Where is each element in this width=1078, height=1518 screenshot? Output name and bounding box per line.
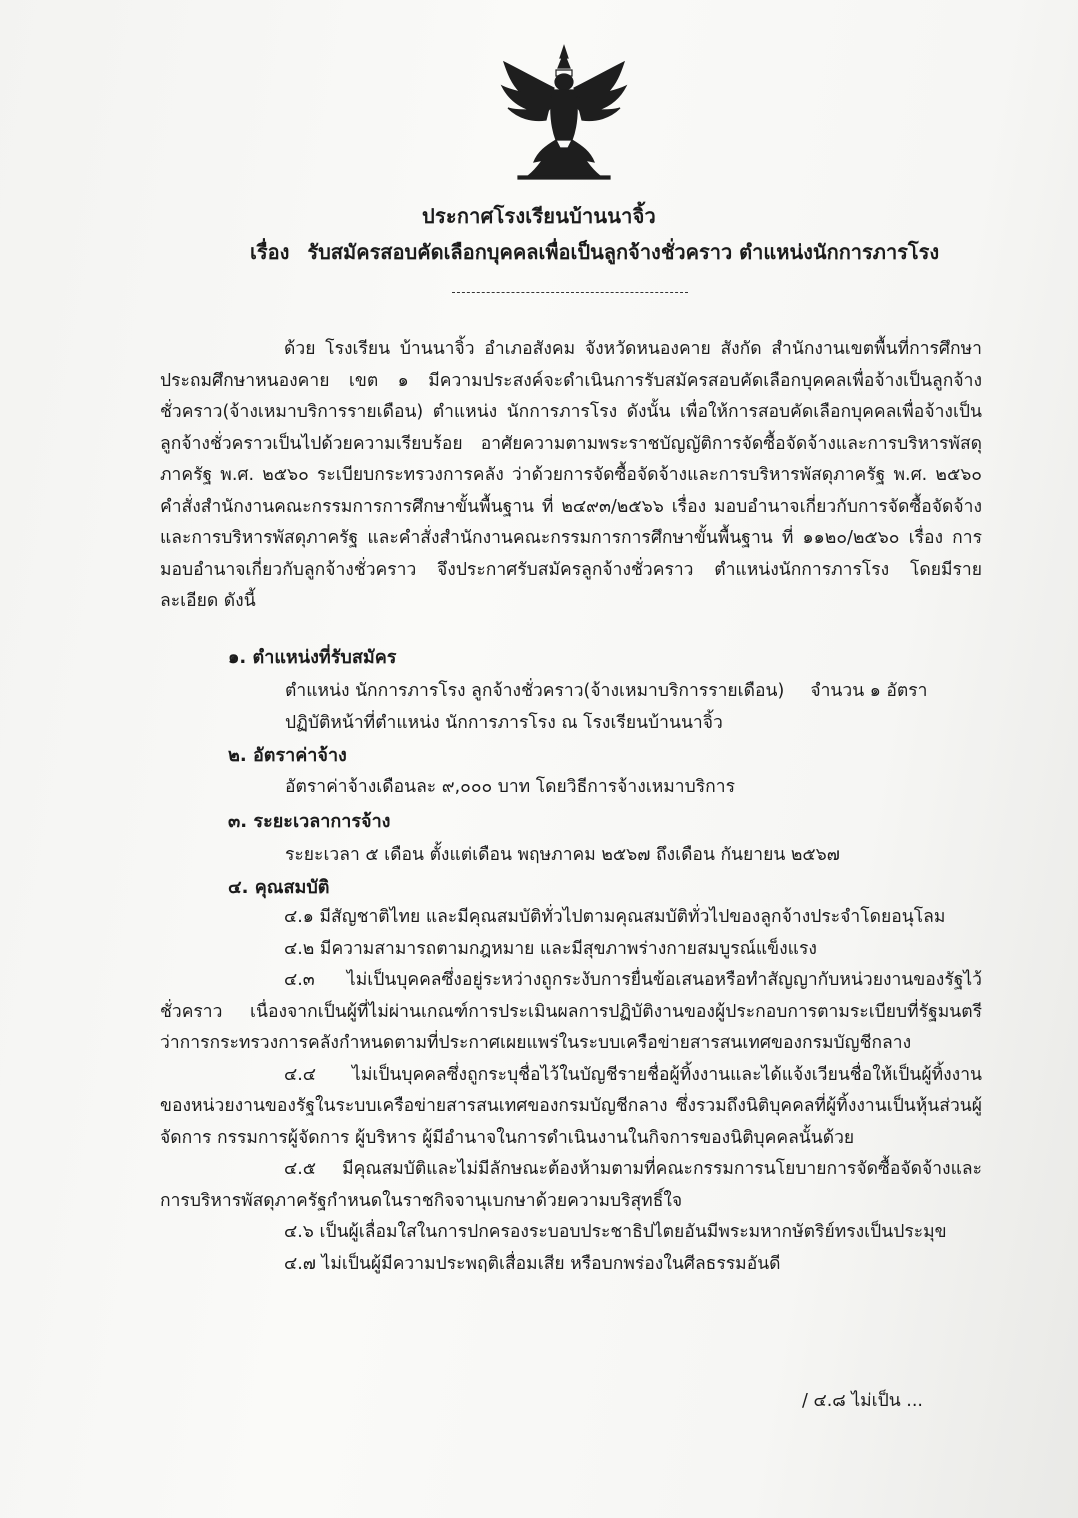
section-3-title: ๓. ระยะเวลาการจ้าง: [228, 811, 391, 832]
qualification-item: ๔.๔ ไม่เป็นบุคคลซึ่งถูกระบุชื่อไว้ในบัญชีรายชื่อผู้ทิ้งงานและได้แจ้งเวียนชื่อให้เป็นผู้ทิ้งงานของหน่วยงานของรัฐในระบบเครือข่ายสารสนเทศของกรมบัญชีกลาง ซึ่งรวมถึงนิติบุคคลที่ผู้ทิ้งงานเป็นหุ้นส่วนผู้จัดการ กรรมการผู้จัดการ ผู้บริหาร ผู้มีอำนาจในการดำเนินงานในกิจการของนิติบุคคลนั้นด้วย: [160, 1064, 982, 1148]
subject-text: รับสมัครสอบคัดเลือกบุคคลเพื่อเป็นลูกจ้างชั่วคราว ตำแหน่งนักการภารโรง: [307, 240, 940, 264]
section-4-title: ๔. คุณสมบัติ: [228, 877, 330, 898]
announcement-subject: [250, 236, 939, 268]
intro-text: ด้วย โรงเรียน บ้านนาจิ้ว อำเภอสังคม จังหวัดหนองคาย สังกัด สำนักงานเขตพื้นที่การศึกษาประถมศึกษาหนองคาย เขต ๑ มีความประสงค์จะดำเนินการรับสมัครสอบคัดเลือกบุคคลเพื่อจ้างเป็นลูกจ้างชั่วคราว(จ้างเหมาบริการรายเดือน) ตำแหน่ง นักการภารโรง ดังนั้น เพื่อให้การสอบคัดเลือกบุคคลเพื่อจ้างเป็นลูกจ้างชั่วคราวเป็นไปด้วยความเรียบร้อย อาศัยความตามพระราชบัญญัติการจัดซื้อจัดจ้างและการบริหารพัสดุภาครัฐ พ.ศ. ๒๕๖๐ ระเบียบกระทรวงการคลัง ว่าด้วยการจัดซื้อจัดจ้างและการบริหารพัสดุภาครัฐ พ.ศ. ๒๕๖๐ คำสั่งสำนักงานคณะกรรมการการศึกษาขั้นพื้นฐาน ที่ ๒๔๙๓/๒๕๖๖ เรื่อง มอบอำนาจเกี่ยวกับการจัดซื้อจัดจ้างและการบริหารพัสดุภาครัฐ และคำสั่งสำนักงานคณะกรรมการการศึกษาขั้นพื้นฐาน ที่ ๑๑๒๐/๒๕๖๐ เรื่อง การมอบอำนาจเกี่ยวกับลูกจ้างชั่วคราว จึงประกาศรับสมัครลูกจ้างชั่วคราว ตำแหน่งนักการภารโรง โดยมีรายละเอียด ดังนี้: [160, 339, 982, 611]
qualification-item: ๔.๒ มีความสามารถตามกฎหมาย และมีสุขภาพร่างกายสมบูรณ์แข็งแรง: [284, 938, 817, 959]
section-2-title: ๒. อัตราค่าจ้าง: [228, 745, 347, 766]
intro-paragraph: [160, 334, 982, 618]
qualification-item: ๔.๕ มีคุณสมบัติและไม่มีลักษณะต้องห้ามตามที่คณะกรรมการนโยบายการจัดซื้อจัดจ้างและการบริหารพัสดุภาครัฐกำหนดในราชกิจจานุเบกษาด้วยความบริสุทธิ์ใจ: [160, 1159, 982, 1211]
section-2-line-1: อัตราค่าจ้างเดือนละ ๙,๐๐๐ บาท โดยวิธีการจ้างเหมาบริการ: [285, 777, 735, 797]
qualification-item: ๔.๖ เป็นผู้เลื่อมใสในการปกครองระบอบประชาธิปไตยอันมีพระมหากษัตริย์ทรงเป็นประมุข: [284, 1222, 947, 1242]
position-count: จำนวน ๑ อัตรา: [810, 681, 928, 701]
garuda-emblem-icon: [498, 44, 630, 180]
qualification-item: ๔.๑ มีสัญชาติไทย และมีคุณสมบัติทั่วไปตามคุณสมบัติทั่วไปของลูกจ้างประจำโดยอนุโลม: [284, 907, 946, 927]
title-divider: [452, 292, 688, 293]
subject-label: เรื่อง: [250, 240, 290, 264]
qualification-item: ๔.๗ ไม่เป็นผู้มีความประพฤติเสื่อมเสีย หรือบกพร่องในศีลธรรมอันดี: [284, 1253, 781, 1274]
section-3-line-1: ระยะเวลา ๕ เดือน ตั้งแต่เดือน พฤษภาคม ๒๕๖๗ ถึงเดือน กันยายน ๒๕๖๗: [285, 845, 840, 865]
section-1-title: ๑. ตำแหน่งที่รับสมัคร: [228, 647, 397, 668]
announcement-title: ประกาศโรงเรียนบ้านนาจิ้ว: [422, 204, 656, 228]
section-1-line-2: ปฏิบัติหน้าที่ตำแหน่ง นักการภารโรง ณ โรงเรียนบ้านนาจิ้ว: [285, 713, 723, 733]
section-1-line-1: [285, 676, 928, 704]
continuation-note: / ๔.๘ ไม่เป็น ...: [802, 1391, 923, 1411]
qualification-item: ๔.๓ ไม่เป็นบุคคลซึ่งอยู่ระหว่างถูกระงับการยื่นข้อเสนอหรือทำสัญญากับหน่วยงานของรัฐไว้ชั่วคราว เนื่องจากเป็นผู้ที่ไม่ผ่านเกณฑ์การประเมินผลการปฏิบัติงานของผู้ประกอบการตามระเบียบที่รัฐมนตรีว่าการกระทรวงการคลังกำหนดตามที่ประกาศเผยแพร่ในระบบเครือข่ายสารสนเทศของกรมบัญชีกลาง: [160, 970, 982, 1053]
position-text: ตำแหน่ง นักการภารโรง ลูกจ้างชั่วคราว(จ้างเหมาบริการรายเดือน): [285, 681, 785, 701]
qualification-list: [160, 902, 982, 1280]
